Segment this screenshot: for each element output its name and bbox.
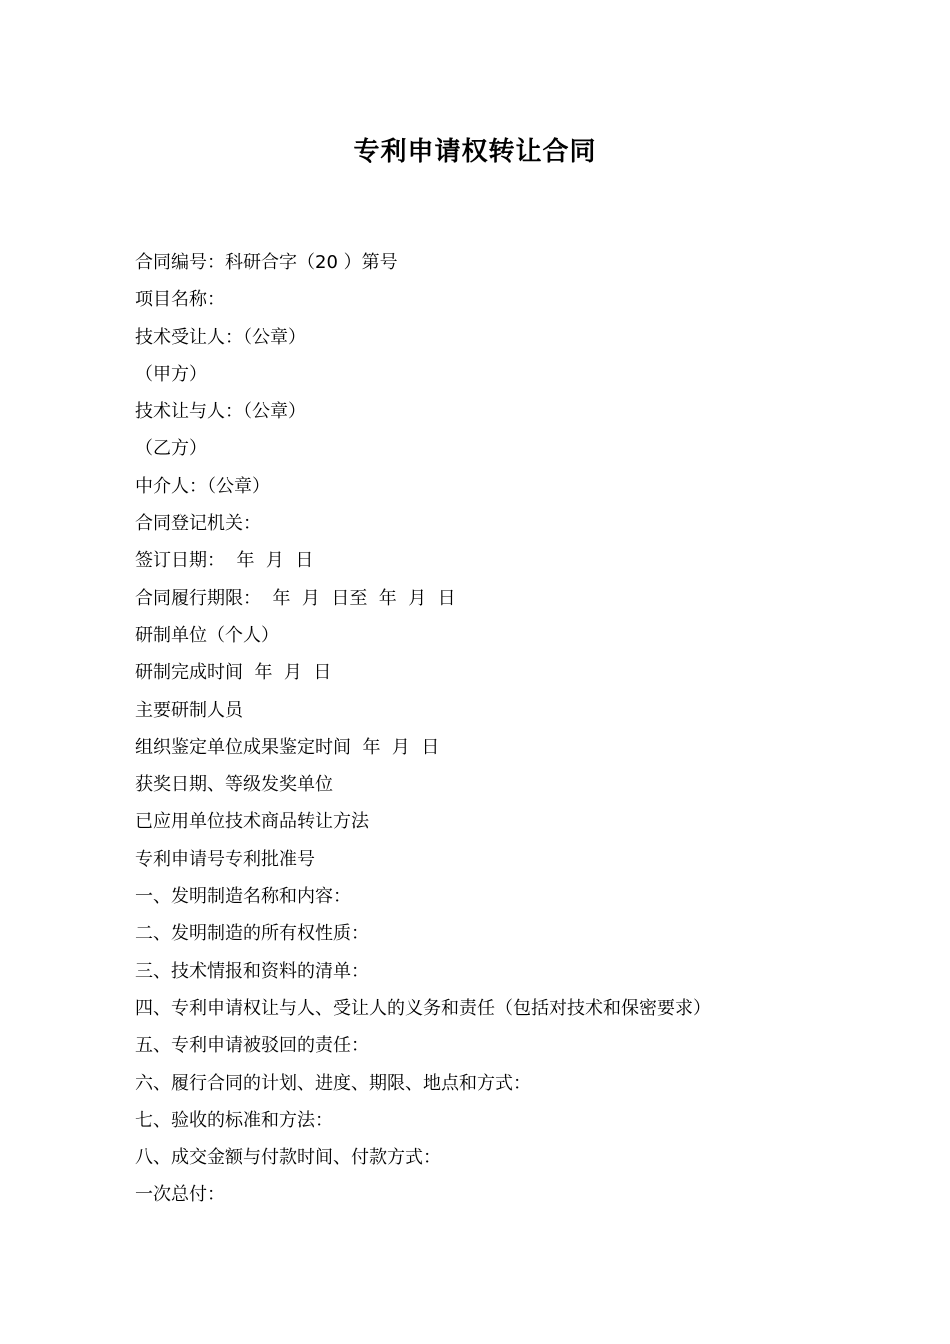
section-8-line: 八、成交金额与付款时间、付款方式： bbox=[135, 1147, 441, 1169]
lump-sum-line: 一次总付： bbox=[135, 1184, 225, 1206]
transferee-line: 技术受让人：（公章） bbox=[135, 326, 306, 348]
award-line: 获奖日期、等级发奖单位 bbox=[135, 774, 333, 796]
section-6-line: 六、履行合同的计划、进度、期限、地点和方式： bbox=[135, 1072, 531, 1094]
performance-period-line: 合同履行期限： 年 月 日至 年 月 日 bbox=[135, 587, 456, 609]
completion-time-line: 研制完成时间 年 月 日 bbox=[135, 662, 332, 684]
appraisal-line: 组织鉴定单位成果鉴定时间 年 月 日 bbox=[135, 736, 440, 758]
registration-authority-line: 合同登记机关： bbox=[135, 513, 261, 535]
party-a-line: （甲方） bbox=[135, 363, 207, 385]
document-title: 专利申请权转让合同 bbox=[353, 137, 597, 167]
contract-fields-list bbox=[135, 244, 835, 1214]
section-4-line: 四、专利申请权让与人、受让人的义务和责任（包括对技术和保密要求） bbox=[135, 997, 711, 1019]
patent-number-line: 专利申请号专利批准号 bbox=[135, 848, 315, 870]
section-3-line: 三、技术情报和资料的清单： bbox=[135, 960, 369, 982]
intermediary-line: 中介人：（公章） bbox=[135, 475, 270, 497]
project-name-line: 项目名称： bbox=[135, 289, 225, 311]
main-developers-line: 主要研制人员 bbox=[135, 699, 243, 721]
section-1-line: 一、发明制造名称和内容： bbox=[135, 886, 351, 908]
applied-units-line: 已应用单位技术商品转让方法 bbox=[135, 811, 369, 833]
developer-line: 研制单位（个人） bbox=[135, 624, 279, 646]
transferor-line: 技术让与人：（公章） bbox=[135, 401, 306, 423]
section-2-line: 二、发明制造的所有权性质： bbox=[135, 923, 369, 945]
signing-date-line: 签订日期： 年 月 日 bbox=[135, 550, 314, 572]
contract-number-line: 合同编号：科研合字（20 ）第号 bbox=[135, 252, 398, 273]
section-5-line: 五、专利申请被驳回的责任： bbox=[135, 1035, 369, 1057]
section-7-line: 七、验收的标准和方法： bbox=[135, 1109, 333, 1131]
party-b-line: （乙方） bbox=[135, 438, 207, 460]
